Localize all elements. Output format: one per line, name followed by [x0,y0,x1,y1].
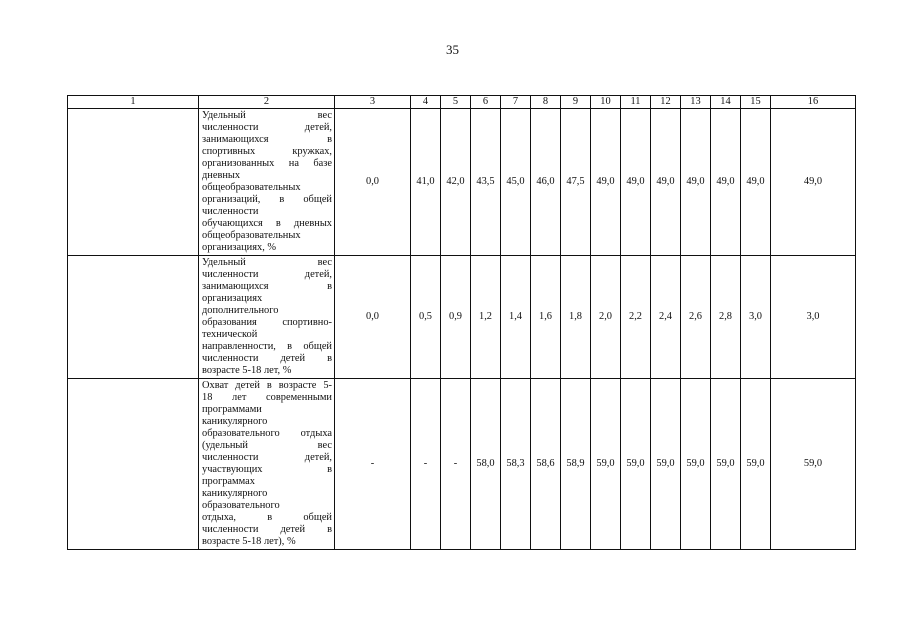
header-row [68,96,856,109]
indicator-name-line: общеобразовательных [202,182,301,193]
value-cell: 46,0 [531,109,561,256]
value-cell: 1,4 [501,256,531,379]
header-cell: 7 [501,96,531,109]
value-cell: 2,8 [711,256,741,379]
row-number-cell [68,256,199,379]
indicator-name-line: численности детей в [202,524,332,535]
value-cell: - [335,379,411,550]
value-cell: 49,0 [591,109,621,256]
value-cell: 49,0 [711,109,741,256]
indicator-name-line: отдыха, в общей [202,512,332,523]
indicator-name-line: организаций, в общей [202,194,332,205]
indicator-name-line: образовательного отдыха [202,428,332,439]
value-cell: 1,2 [471,256,501,379]
indicator-name-line: занимающихся в [202,281,332,292]
value-cell: 2,0 [591,256,621,379]
header-cell: 14 [711,96,741,109]
value-cell: 49,0 [741,109,771,256]
indicator-name-line: возрасте 5-18 лет), % [202,536,296,547]
value-cell: 2,6 [681,256,711,379]
indicator-name-line: 18 лет современными [202,392,332,403]
indicator-name-line: участвующих в [202,464,332,475]
value-cell: 59,0 [621,379,651,550]
indicator-name-line: Охват детей в возрасте 5- [202,380,332,391]
header-cell: 9 [561,96,591,109]
header-cell: 8 [531,96,561,109]
indicator-name-cell [199,256,335,379]
value-cell: 59,0 [771,379,856,550]
value-cell: 58,6 [531,379,561,550]
indicator-name-line: общеобразовательных [202,230,301,241]
indicator-name-line: Удельный вес [202,257,332,268]
indicator-name-cell [199,109,335,256]
indicator-name-line: возрасте 5-18 лет, % [202,365,292,376]
value-cell: 3,0 [741,256,771,379]
indicator-name-line: программами [202,404,262,415]
value-cell: 49,0 [681,109,711,256]
value-cell: 47,5 [561,109,591,256]
row-number-cell [68,379,199,550]
value-cell: 59,0 [591,379,621,550]
value-cell: 49,0 [651,109,681,256]
table-row [68,379,856,550]
value-cell: 58,3 [501,379,531,550]
header-cell: 12 [651,96,681,109]
indicator-name-line: дневных [202,170,241,181]
value-cell: 59,0 [741,379,771,550]
value-cell: 0,0 [335,256,411,379]
value-cell: 43,5 [471,109,501,256]
indicator-name-line: организованных на базе [202,158,332,169]
header-cell: 13 [681,96,711,109]
value-cell: 2,2 [621,256,651,379]
header-cell: 4 [411,96,441,109]
indicator-name-line: образования спортивно- [202,317,332,328]
indicator-name-line: организациях [202,293,263,304]
table-row [68,109,856,256]
value-cell: 49,0 [771,109,856,256]
value-cell: 41,0 [411,109,441,256]
indicator-name-line: обучающихся в дневных [202,218,332,229]
header-cell: 5 [441,96,471,109]
header-cell: 16 [771,96,856,109]
value-cell: 1,8 [561,256,591,379]
indicator-name-line: программах [202,476,255,487]
value-cell: - [411,379,441,550]
value-cell: 59,0 [711,379,741,550]
value-cell: - [441,379,471,550]
indicator-name-line: дополнительного [202,305,279,316]
header-cell: 1 [68,96,199,109]
indicator-name-line: (удельный вес [202,440,332,451]
header-cell: 11 [621,96,651,109]
indicator-name-line: каникулярного [202,488,268,499]
indicators-table [67,95,856,550]
value-cell: 3,0 [771,256,856,379]
header-cell: 2 [199,96,335,109]
indicator-name-line: направленности, в общей [202,341,332,352]
value-cell: 1,6 [531,256,561,379]
header-cell: 15 [741,96,771,109]
value-cell: 58,0 [471,379,501,550]
value-cell: 2,4 [651,256,681,379]
value-cell: 0,0 [335,109,411,256]
indicator-name-line: каникулярного [202,416,268,427]
indicator-name-line: занимающихся в [202,134,332,145]
indicator-name-line: организациях, % [202,242,277,253]
indicator-name-line: численности детей, [202,122,332,133]
indicator-name-line: численности детей, [202,269,332,280]
indicator-name-line: численности [202,206,259,217]
indicator-name-line: спортивных кружках, [202,146,332,157]
indicator-name-line: численности детей, [202,452,332,463]
value-cell: 0,5 [411,256,441,379]
value-cell: 59,0 [681,379,711,550]
table-row [68,256,856,379]
header-cell: 6 [471,96,501,109]
indicator-name-line: численности детей в [202,353,332,364]
indicator-name-line: технической [202,329,258,340]
row-number-cell [68,109,199,256]
value-cell: 42,0 [441,109,471,256]
indicator-name-line: образовательного [202,500,280,511]
value-cell: 58,9 [561,379,591,550]
value-cell: 59,0 [651,379,681,550]
header-cell: 10 [591,96,621,109]
header-cell: 3 [335,96,411,109]
indicator-name-cell [199,379,335,550]
page-number: 35 [446,42,459,57]
value-cell: 45,0 [501,109,531,256]
value-cell: 0,9 [441,256,471,379]
value-cell: 49,0 [621,109,651,256]
indicator-name-line: Удельный вес [202,110,332,121]
